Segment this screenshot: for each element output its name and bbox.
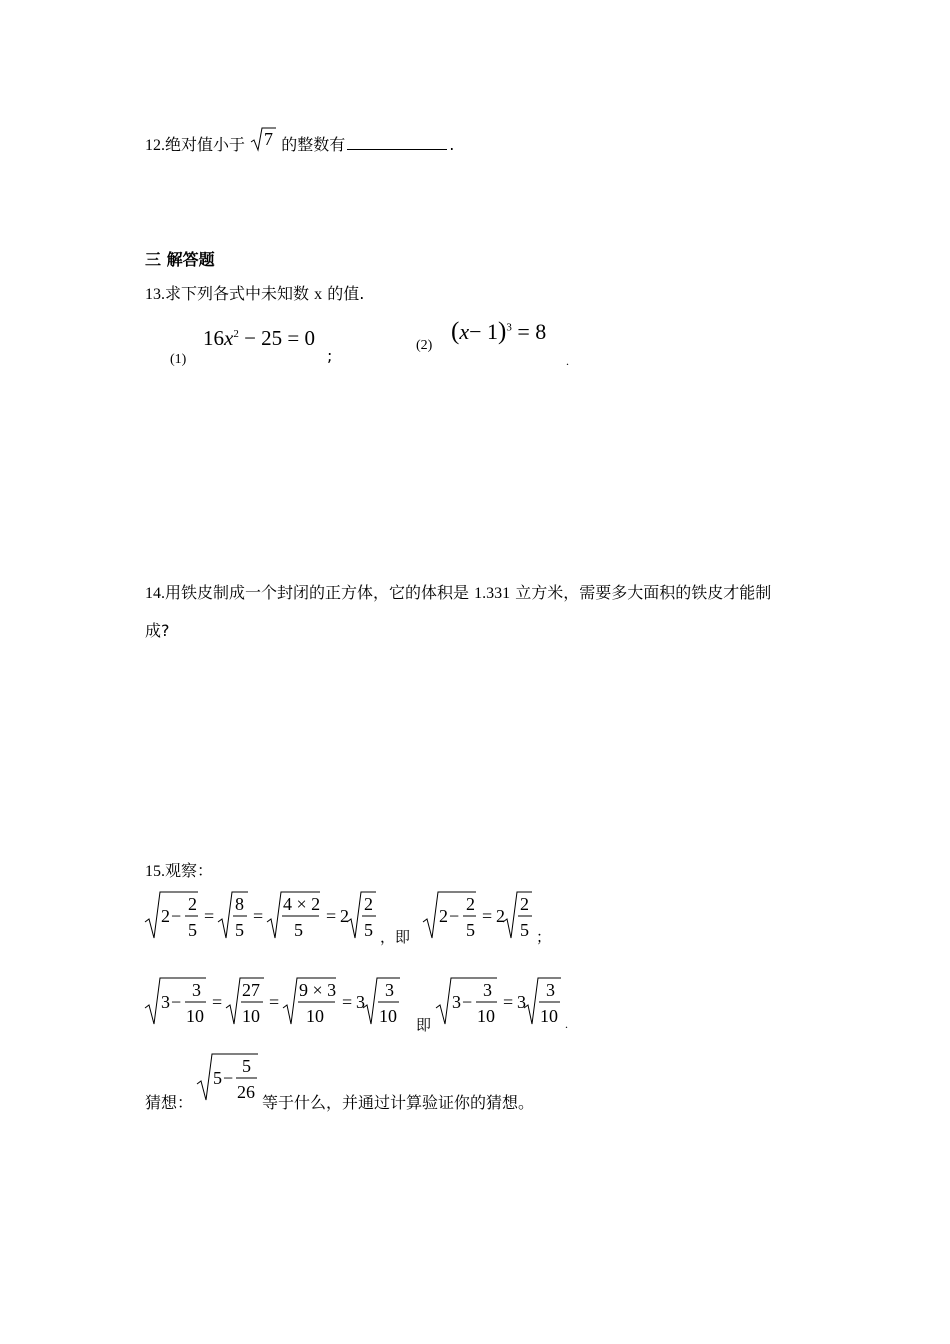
svg-text:3: 3 xyxy=(356,992,365,1012)
svg-text:5: 5 xyxy=(364,920,373,940)
svg-text:9 × 3: 9 × 3 xyxy=(299,980,337,1000)
q15-guess-text: 等于什么，并通过计算验证你的猜想。 xyxy=(262,1093,535,1112)
q13-part1-coef: 16 xyxy=(203,326,224,350)
svg-text:10: 10 xyxy=(306,1006,324,1026)
q12-sqrt-7 xyxy=(250,126,276,156)
q12-answer-blank[interactable] xyxy=(347,135,447,150)
q14-volume: 1.331 xyxy=(474,585,511,602)
q12-radicand: 7 xyxy=(264,129,274,149)
svg-text:3: 3 xyxy=(483,980,492,1000)
svg-text:=: = xyxy=(253,906,264,926)
svg-text:5: 5 xyxy=(188,920,197,940)
q12-text-before: 绝对值小于 xyxy=(165,135,246,154)
svg-text:5: 5 xyxy=(242,1056,251,1076)
q13-text: 求下列各式中未知数 xyxy=(165,284,310,303)
svg-text:=: = xyxy=(269,992,280,1012)
svg-text:5: 5 xyxy=(235,920,244,940)
svg-text:，即: ，即 xyxy=(380,928,411,946)
svg-text:=: = xyxy=(326,906,337,926)
svg-text:10: 10 xyxy=(379,1006,397,1026)
svg-text:2: 2 xyxy=(439,906,448,926)
svg-text:10: 10 xyxy=(186,1006,204,1026)
q13-var: x xyxy=(314,286,323,303)
q15-row2-formula xyxy=(140,972,580,1036)
question-14-line1 xyxy=(145,580,771,603)
question-13 xyxy=(145,281,364,304)
q15-title: 观察： xyxy=(165,861,214,880)
q13-text-after: 的值. xyxy=(327,284,365,303)
q15-row1-formula xyxy=(140,886,560,950)
svg-text:2: 2 xyxy=(161,906,170,926)
svg-text:=: = xyxy=(212,992,223,1012)
svg-text:26: 26 xyxy=(237,1082,255,1102)
svg-text:−: − xyxy=(223,1068,234,1088)
q13-part2-open: ( xyxy=(451,318,460,345)
q13-part1-exp: 2 xyxy=(233,328,239,340)
q13-part1-end: ; xyxy=(327,346,333,365)
section-3-title: 三 解答题 xyxy=(145,250,215,269)
question-12 xyxy=(145,126,454,156)
question-14-line2: 成? xyxy=(145,621,170,640)
svg-text:−: − xyxy=(171,906,182,926)
q15-guess-radical xyxy=(194,1050,264,1114)
svg-text:5: 5 xyxy=(520,920,529,940)
q13-part2-end: . xyxy=(566,354,569,368)
svg-text:2: 2 xyxy=(496,906,505,926)
svg-text:.: . xyxy=(565,1017,568,1031)
q14-line1-a: 用铁皮制成一个封闭的正方体，它的体积是 xyxy=(165,583,470,602)
svg-text:=: = xyxy=(482,906,493,926)
svg-text:3: 3 xyxy=(452,992,461,1012)
svg-text:=: = xyxy=(204,906,215,926)
svg-text:3: 3 xyxy=(546,980,555,1000)
question-15-title xyxy=(145,858,213,881)
q15-number: 15. xyxy=(145,863,165,880)
svg-text:10: 10 xyxy=(540,1006,558,1026)
q14-line1-b: 立方米，需要多大面积的铁皮才能制 xyxy=(515,583,772,602)
q12-number: 12. xyxy=(145,137,165,154)
svg-text:2: 2 xyxy=(188,894,197,914)
svg-text:=: = xyxy=(342,992,353,1012)
svg-text:5: 5 xyxy=(466,920,475,940)
q13-number: 13. xyxy=(145,286,165,303)
q13-part1-label: (1) xyxy=(170,352,187,367)
svg-text:−: − xyxy=(449,906,460,926)
q13-part2-close: ) xyxy=(498,318,507,345)
q13-part1-var: x xyxy=(224,326,234,350)
q13-part2-exp: 3 xyxy=(506,321,512,334)
svg-text:27: 27 xyxy=(242,980,260,1000)
svg-text:；: ； xyxy=(536,928,552,946)
svg-text:=: = xyxy=(503,992,514,1012)
q13-part2-mid: − 1 xyxy=(469,319,499,344)
svg-text:2: 2 xyxy=(364,894,373,914)
svg-text:2: 2 xyxy=(340,906,349,926)
svg-text:5: 5 xyxy=(213,1068,222,1088)
q12-end: . xyxy=(449,135,455,154)
svg-text:10: 10 xyxy=(477,1006,495,1026)
q13-part1-equation xyxy=(203,326,315,351)
svg-text:3: 3 xyxy=(192,980,201,1000)
svg-text:−: − xyxy=(171,992,182,1012)
q14-number: 14. xyxy=(145,585,165,602)
q13-part2-var: x xyxy=(459,319,470,344)
q13-part1-rest: − 25 = 0 xyxy=(244,326,316,350)
q13-part2-label: (2) xyxy=(416,338,433,353)
svg-text:3: 3 xyxy=(517,992,526,1012)
q13-part2-equation xyxy=(451,318,546,346)
q15-guess-label: 猜想： xyxy=(145,1093,194,1112)
svg-text:即: 即 xyxy=(416,1016,432,1034)
svg-text:8: 8 xyxy=(235,894,244,914)
svg-text:−: − xyxy=(462,992,473,1012)
svg-text:2: 2 xyxy=(520,894,529,914)
svg-text:3: 3 xyxy=(385,980,394,1000)
q12-text-after: 的整数有 xyxy=(281,135,346,154)
svg-text:3: 3 xyxy=(161,992,170,1012)
q13-part2-rest: = 8 xyxy=(517,319,547,344)
svg-text:4 × 2: 4 × 2 xyxy=(283,894,321,914)
svg-text:2: 2 xyxy=(466,894,475,914)
svg-text:5: 5 xyxy=(294,920,303,940)
svg-text:10: 10 xyxy=(242,1006,260,1026)
